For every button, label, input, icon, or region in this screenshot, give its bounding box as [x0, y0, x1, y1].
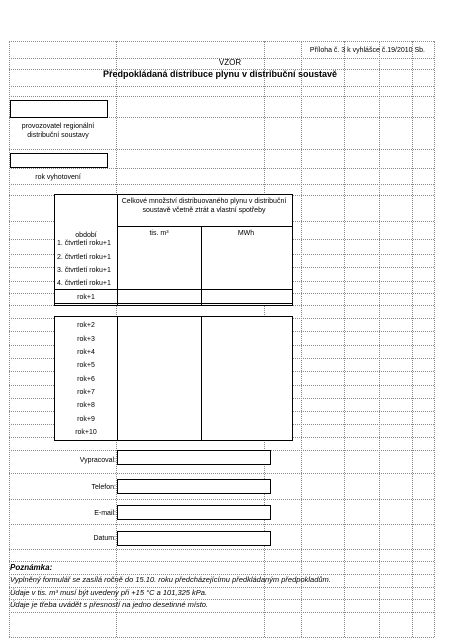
- operator-input[interactable]: [10, 100, 108, 118]
- row-label-year1: rok+1: [77, 294, 95, 301]
- attachment-reference: Příloha č. 3 k vyhlášce č.19/2010 Sb.: [309, 47, 425, 54]
- row-label-year6: rok+6: [77, 376, 95, 383]
- row-label-year2: rok+2: [77, 322, 95, 329]
- date-input[interactable]: [117, 531, 271, 546]
- table-group-header: Celkové množství distribuovaného plynu v distribuční soustavě včetně ztrát a vlastní spotřeby: [121, 198, 287, 214]
- prepared-by-input[interactable]: [117, 450, 271, 465]
- date-label: Datum:: [93, 535, 116, 542]
- email-label: E-mail:: [94, 510, 116, 517]
- notes-line-3: Údaje je třeba uvádět s přesností na jedno desetinné místo.: [10, 600, 209, 609]
- period-column-header: období: [75, 232, 97, 239]
- sample-label: VZOR: [218, 58, 242, 67]
- form-title: Předpokládaná distribuce plynu v distribuční soustavě: [102, 69, 338, 79]
- row-label-year7: rok+7: [77, 389, 95, 396]
- year-label: rok vyhotovení: [35, 174, 81, 181]
- notes-line-1: Vyplněný formulář se zasílá ročně do 15.10. roku předcházejícímu předkládaným předpokladům.: [10, 575, 331, 584]
- prepared-by-label: Vypracoval:: [79, 457, 116, 464]
- row-label-year10: rok+10: [75, 429, 97, 436]
- unit-tis-m3-header: tis. m³: [149, 230, 169, 237]
- row-label-q3: 3. čtvrtletí roku+1: [57, 267, 111, 274]
- row-label-q1: 1. čtvrtletí roku+1: [57, 240, 111, 247]
- notes-heading: Poznámka:: [10, 563, 53, 572]
- row-label-year5: rok+5: [77, 362, 95, 369]
- row-label-year4: rok+4: [77, 349, 95, 356]
- phone-input[interactable]: [117, 479, 271, 494]
- row-label-year3: rok+3: [77, 336, 95, 343]
- notes-line-2: Údaje v tis. m³ musí být uvedeny při +15 °C a 101,325 kPa.: [10, 588, 208, 597]
- phone-label: Telefon:: [91, 484, 116, 491]
- row-label-q4: 4. čtvrtletí roku+1: [57, 280, 111, 287]
- email-input[interactable]: [117, 505, 271, 520]
- operator-label: provozovatel regionální distribuční soustavy: [21, 123, 95, 139]
- row-label-year9: rok+9: [77, 416, 95, 423]
- row-label-year8: rok+8: [77, 402, 95, 409]
- unit-mwh-header: MWh: [237, 230, 255, 237]
- row-label-q2: 2. čtvrtletí roku+1: [57, 254, 111, 261]
- year-input[interactable]: [10, 153, 108, 168]
